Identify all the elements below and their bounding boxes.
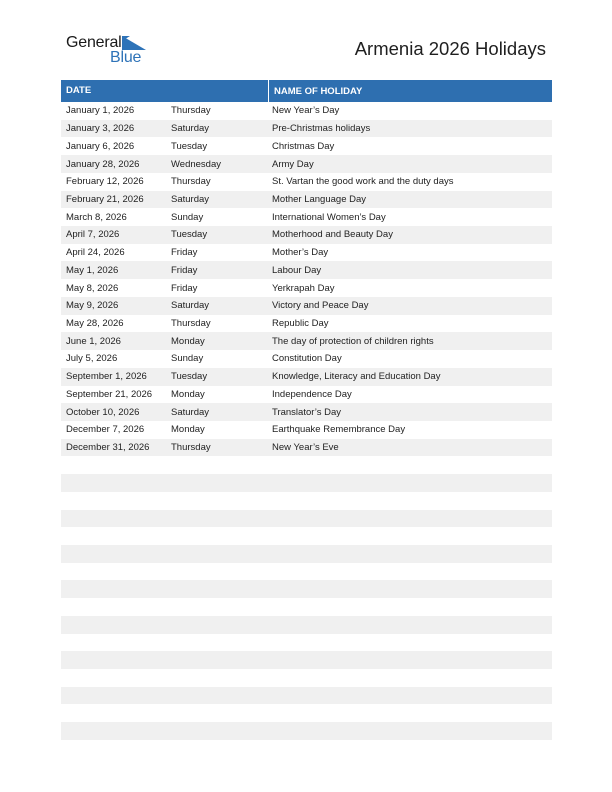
cell-weekday: Friday <box>171 282 198 294</box>
cell-date: January 1, 2026 <box>66 105 135 117</box>
empty-row <box>61 704 552 722</box>
column-header-date: DATE <box>61 80 269 102</box>
table-row <box>61 173 552 191</box>
cell-holiday-name: The day of protection of children rights <box>272 335 434 347</box>
cell-weekday: Saturday <box>171 123 210 135</box>
cell-weekday: Thursday <box>171 176 211 188</box>
table-row <box>61 261 552 279</box>
cell-weekday: Saturday <box>171 406 210 418</box>
table-row <box>61 226 552 244</box>
cell-date: June 1, 2026 <box>66 335 121 347</box>
cell-date: May 8, 2026 <box>66 282 119 294</box>
empty-row <box>61 474 552 492</box>
page-title: Armenia 2026 Holidays <box>354 38 546 59</box>
cell-weekday: Sunday <box>171 211 204 223</box>
cell-weekday: Friday <box>171 247 198 259</box>
cell-holiday-name: Victory and Peace Day <box>272 300 369 312</box>
table-row <box>61 332 552 350</box>
table-row <box>61 120 552 138</box>
cell-date: May 1, 2026 <box>66 264 119 276</box>
holidays-table <box>61 80 552 740</box>
logo-triangle-icon <box>122 36 146 50</box>
table-row <box>61 439 552 457</box>
empty-row <box>61 456 552 474</box>
table-row <box>61 315 552 333</box>
table-row <box>61 350 552 368</box>
cell-holiday-name: Army Day <box>272 158 314 170</box>
empty-row <box>61 634 552 652</box>
cell-holiday-name: Mother’s Day <box>272 247 329 259</box>
cell-weekday: Friday <box>171 264 198 276</box>
logo-text-general: General <box>66 34 122 51</box>
cell-holiday-name: Mother Language Day <box>272 193 367 205</box>
cell-date: September 21, 2026 <box>66 388 153 400</box>
table-row <box>61 208 552 226</box>
cell-holiday-name: Constitution Day <box>272 353 342 365</box>
column-header-name: NAME OF HOLIDAY <box>274 85 363 97</box>
empty-row <box>61 722 552 740</box>
table-row <box>61 244 552 262</box>
cell-date: April 24, 2026 <box>66 247 125 259</box>
cell-weekday: Tuesday <box>171 229 208 241</box>
cell-date: December 7, 2026 <box>66 424 145 436</box>
cell-date: July 5, 2026 <box>66 353 118 365</box>
cell-weekday: Saturday <box>171 193 210 205</box>
cell-date: October 10, 2026 <box>66 406 140 418</box>
cell-weekday: Tuesday <box>171 371 208 383</box>
cell-date: January 3, 2026 <box>66 123 135 135</box>
brand-logo <box>66 34 156 68</box>
cell-date: May 28, 2026 <box>66 317 124 329</box>
cell-date: January 6, 2026 <box>66 140 135 152</box>
table-row <box>61 191 552 209</box>
cell-weekday: Thursday <box>171 317 211 329</box>
cell-weekday: Monday <box>171 335 205 347</box>
cell-holiday-name: Translator’s Day <box>272 406 341 418</box>
table-row <box>61 155 552 173</box>
table-row <box>61 386 552 404</box>
cell-holiday-name: Labour Day <box>272 264 322 276</box>
logo-text-blue: Blue <box>110 49 142 66</box>
empty-row <box>61 510 552 528</box>
cell-date: December 31, 2026 <box>66 442 150 454</box>
cell-holiday-name: Independence Day <box>272 388 352 400</box>
cell-holiday-name: Yerkrapah Day <box>272 282 335 294</box>
cell-date: March 8, 2026 <box>66 211 127 223</box>
empty-row <box>61 651 552 669</box>
empty-row <box>61 598 552 616</box>
cell-holiday-name: Motherhood and Beauty Day <box>272 229 393 241</box>
empty-row <box>61 580 552 598</box>
cell-holiday-name: Republic Day <box>272 317 329 329</box>
cell-weekday: Monday <box>171 424 205 436</box>
cell-date: April 7, 2026 <box>66 229 120 241</box>
table-header <box>61 80 552 102</box>
table-row <box>61 297 552 315</box>
table-row <box>61 279 552 297</box>
table-body <box>61 102 552 740</box>
cell-weekday: Monday <box>171 388 205 400</box>
cell-date: January 28, 2026 <box>66 158 140 170</box>
empty-row <box>61 616 552 634</box>
cell-holiday-name: International Women’s Day <box>272 211 386 223</box>
table-row <box>61 102 552 120</box>
empty-row <box>61 669 552 687</box>
cell-holiday-name: Pre-Christmas holidays <box>272 123 371 135</box>
empty-row <box>61 527 552 545</box>
cell-weekday: Tuesday <box>171 140 208 152</box>
table-row <box>61 368 552 386</box>
empty-row <box>61 492 552 510</box>
cell-date: September 1, 2026 <box>66 371 147 383</box>
cell-holiday-name: Earthquake Remembrance Day <box>272 424 406 436</box>
table-row <box>61 403 552 421</box>
empty-row <box>61 687 552 705</box>
table-row <box>61 137 552 155</box>
cell-weekday: Wednesday <box>171 158 221 170</box>
cell-weekday: Saturday <box>171 300 210 312</box>
cell-date: February 12, 2026 <box>66 176 144 188</box>
cell-holiday-name: New Year’s Day <box>272 105 340 117</box>
cell-holiday-name: Christmas Day <box>272 140 335 152</box>
cell-holiday-name: St. Vartan the good work and the duty days <box>272 176 454 188</box>
table-row <box>61 421 552 439</box>
empty-row <box>61 563 552 581</box>
cell-weekday: Sunday <box>171 353 204 365</box>
cell-holiday-name: Knowledge, Literacy and Education Day <box>272 371 441 383</box>
empty-row <box>61 545 552 563</box>
cell-holiday-name: New Year’s Eve <box>272 442 339 454</box>
cell-date: February 21, 2026 <box>66 193 144 205</box>
cell-weekday: Thursday <box>171 105 211 117</box>
cell-weekday: Thursday <box>171 442 211 454</box>
cell-date: May 9, 2026 <box>66 300 119 312</box>
